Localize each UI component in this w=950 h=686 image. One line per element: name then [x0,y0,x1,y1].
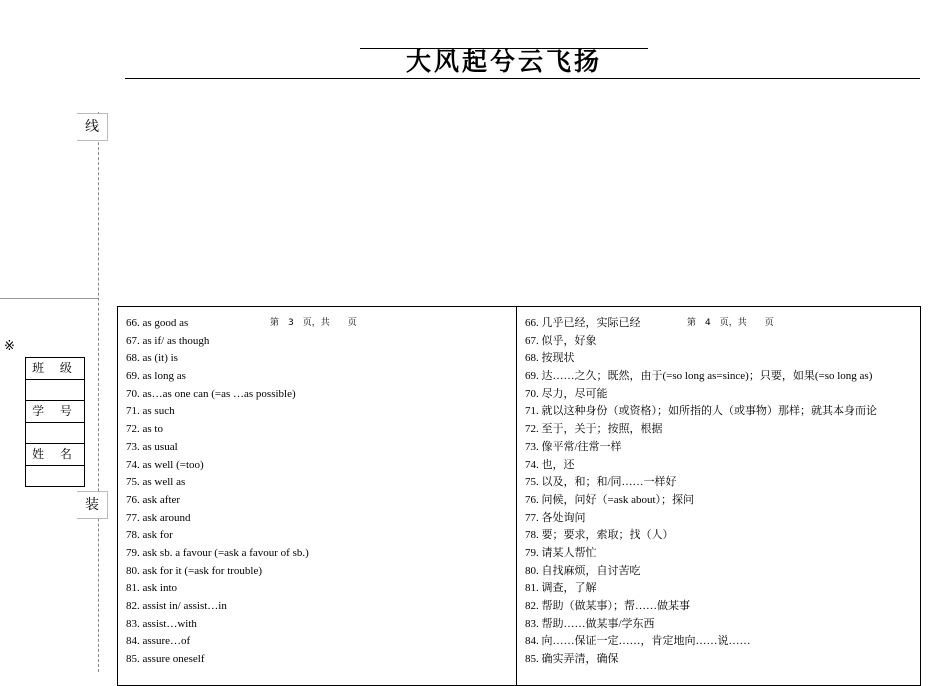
student-id-field[interactable] [26,423,84,443]
list-item: 85. assure oneself [126,653,205,666]
page-title: 大风起兮云飞扬 [405,47,602,76]
list-item: 78. 要；要求，索取；找（人） [525,529,674,542]
list-item: 80. 自找麻烦，自讨苦吃 [525,564,641,577]
chinese-column [516,307,920,685]
list-item: 82. 帮助（做某事）；帮……做某事 [525,600,690,612]
list-item: 77. 各处询问 [525,511,586,524]
list-item: 79. ask sb. a favour (=ask a favour of sb.) [126,546,309,559]
list-item: 73. 像平常/往常一样 [525,440,622,453]
student-info-box [25,357,85,487]
list-item: 81. 调查，了解 [525,582,597,595]
name-row [26,444,84,486]
list-item: 78. ask for [126,529,173,542]
binding-char-line: 线 [77,113,108,141]
list-item: 76. ask after [126,493,181,506]
list-item: 75. 以及，和；和/同……一样好 [525,476,677,489]
name-field[interactable] [26,466,84,486]
list-item: 83. 帮助……做某事/学东西 [525,617,655,630]
list-item: 74. as well (=too) [126,458,204,471]
list-item: 81. ask into [126,582,178,595]
list-item: 84. 向……保证一定……，肯定地向……说…… [525,635,751,648]
list-item: 74. 也，还 [525,458,575,471]
list-item: 80. ask for it (=ask for trouble) [126,564,263,577]
list-item: 66. as good as [126,317,189,329]
seal-edge-rule [0,298,98,299]
chinese-entries [525,315,920,669]
list-item: 67. as if/ as though [126,334,210,347]
list-item: 71. 就以这种身份（或资格）；如所指的人（或事物）那样；就其本身而论 [525,405,877,418]
student-id-row [26,401,84,444]
class-field[interactable] [26,380,84,400]
list-item: 77. ask around [126,511,191,524]
list-item: 76. 问候，问好（=ask about）；探问 [525,493,695,506]
name-label: 姓 名 [26,444,84,466]
list-item: 68. as (it) is [126,352,178,365]
asterisk-mark: ※ [4,339,15,354]
student-id-label: 学 号 [26,401,84,423]
binding-char-bind: 装 [77,491,108,519]
class-row [26,358,84,401]
list-item: 67. 似乎，好象 [525,334,597,347]
list-item: 70. as…as one can (=as …as possible) [126,387,296,400]
list-item: 69. 达……之久；既然，由于(=so long as=since)；只要，如果(=so long as) [525,370,873,383]
list-item: 69. as long as [126,370,186,383]
list-item: 83. assist…with [126,617,197,630]
list-item: 85. 确实弄清，确保 [525,653,619,666]
list-item: 75. as well as [126,476,186,489]
list-item: 84. assure…of [126,635,191,648]
header-bottom-rule [125,78,920,79]
list-item: 72. 至于，关于；按照，根据 [525,423,663,436]
list-item: 73. as usual [126,440,178,453]
english-column [118,307,516,685]
list-item: 72. as to [126,423,163,436]
page-number-4: 第 4 页，共 页 [687,318,774,328]
list-item: 70. 尽力，尽可能 [525,387,608,400]
english-entries [126,315,516,669]
binding-cut-line [98,112,99,672]
list-item: 82. assist in/ assist…in [126,600,227,612]
class-label: 班 级 [26,358,84,380]
page-number-3: 第 3 页，共 页 [270,318,357,328]
list-item: 68. 按现状 [525,352,575,365]
content-box [117,306,921,686]
list-item: 71. as such [126,405,175,418]
list-item: 79. 请某人帮忙 [525,546,597,559]
list-item: 66. 几乎已经，实际已经 [525,317,641,329]
